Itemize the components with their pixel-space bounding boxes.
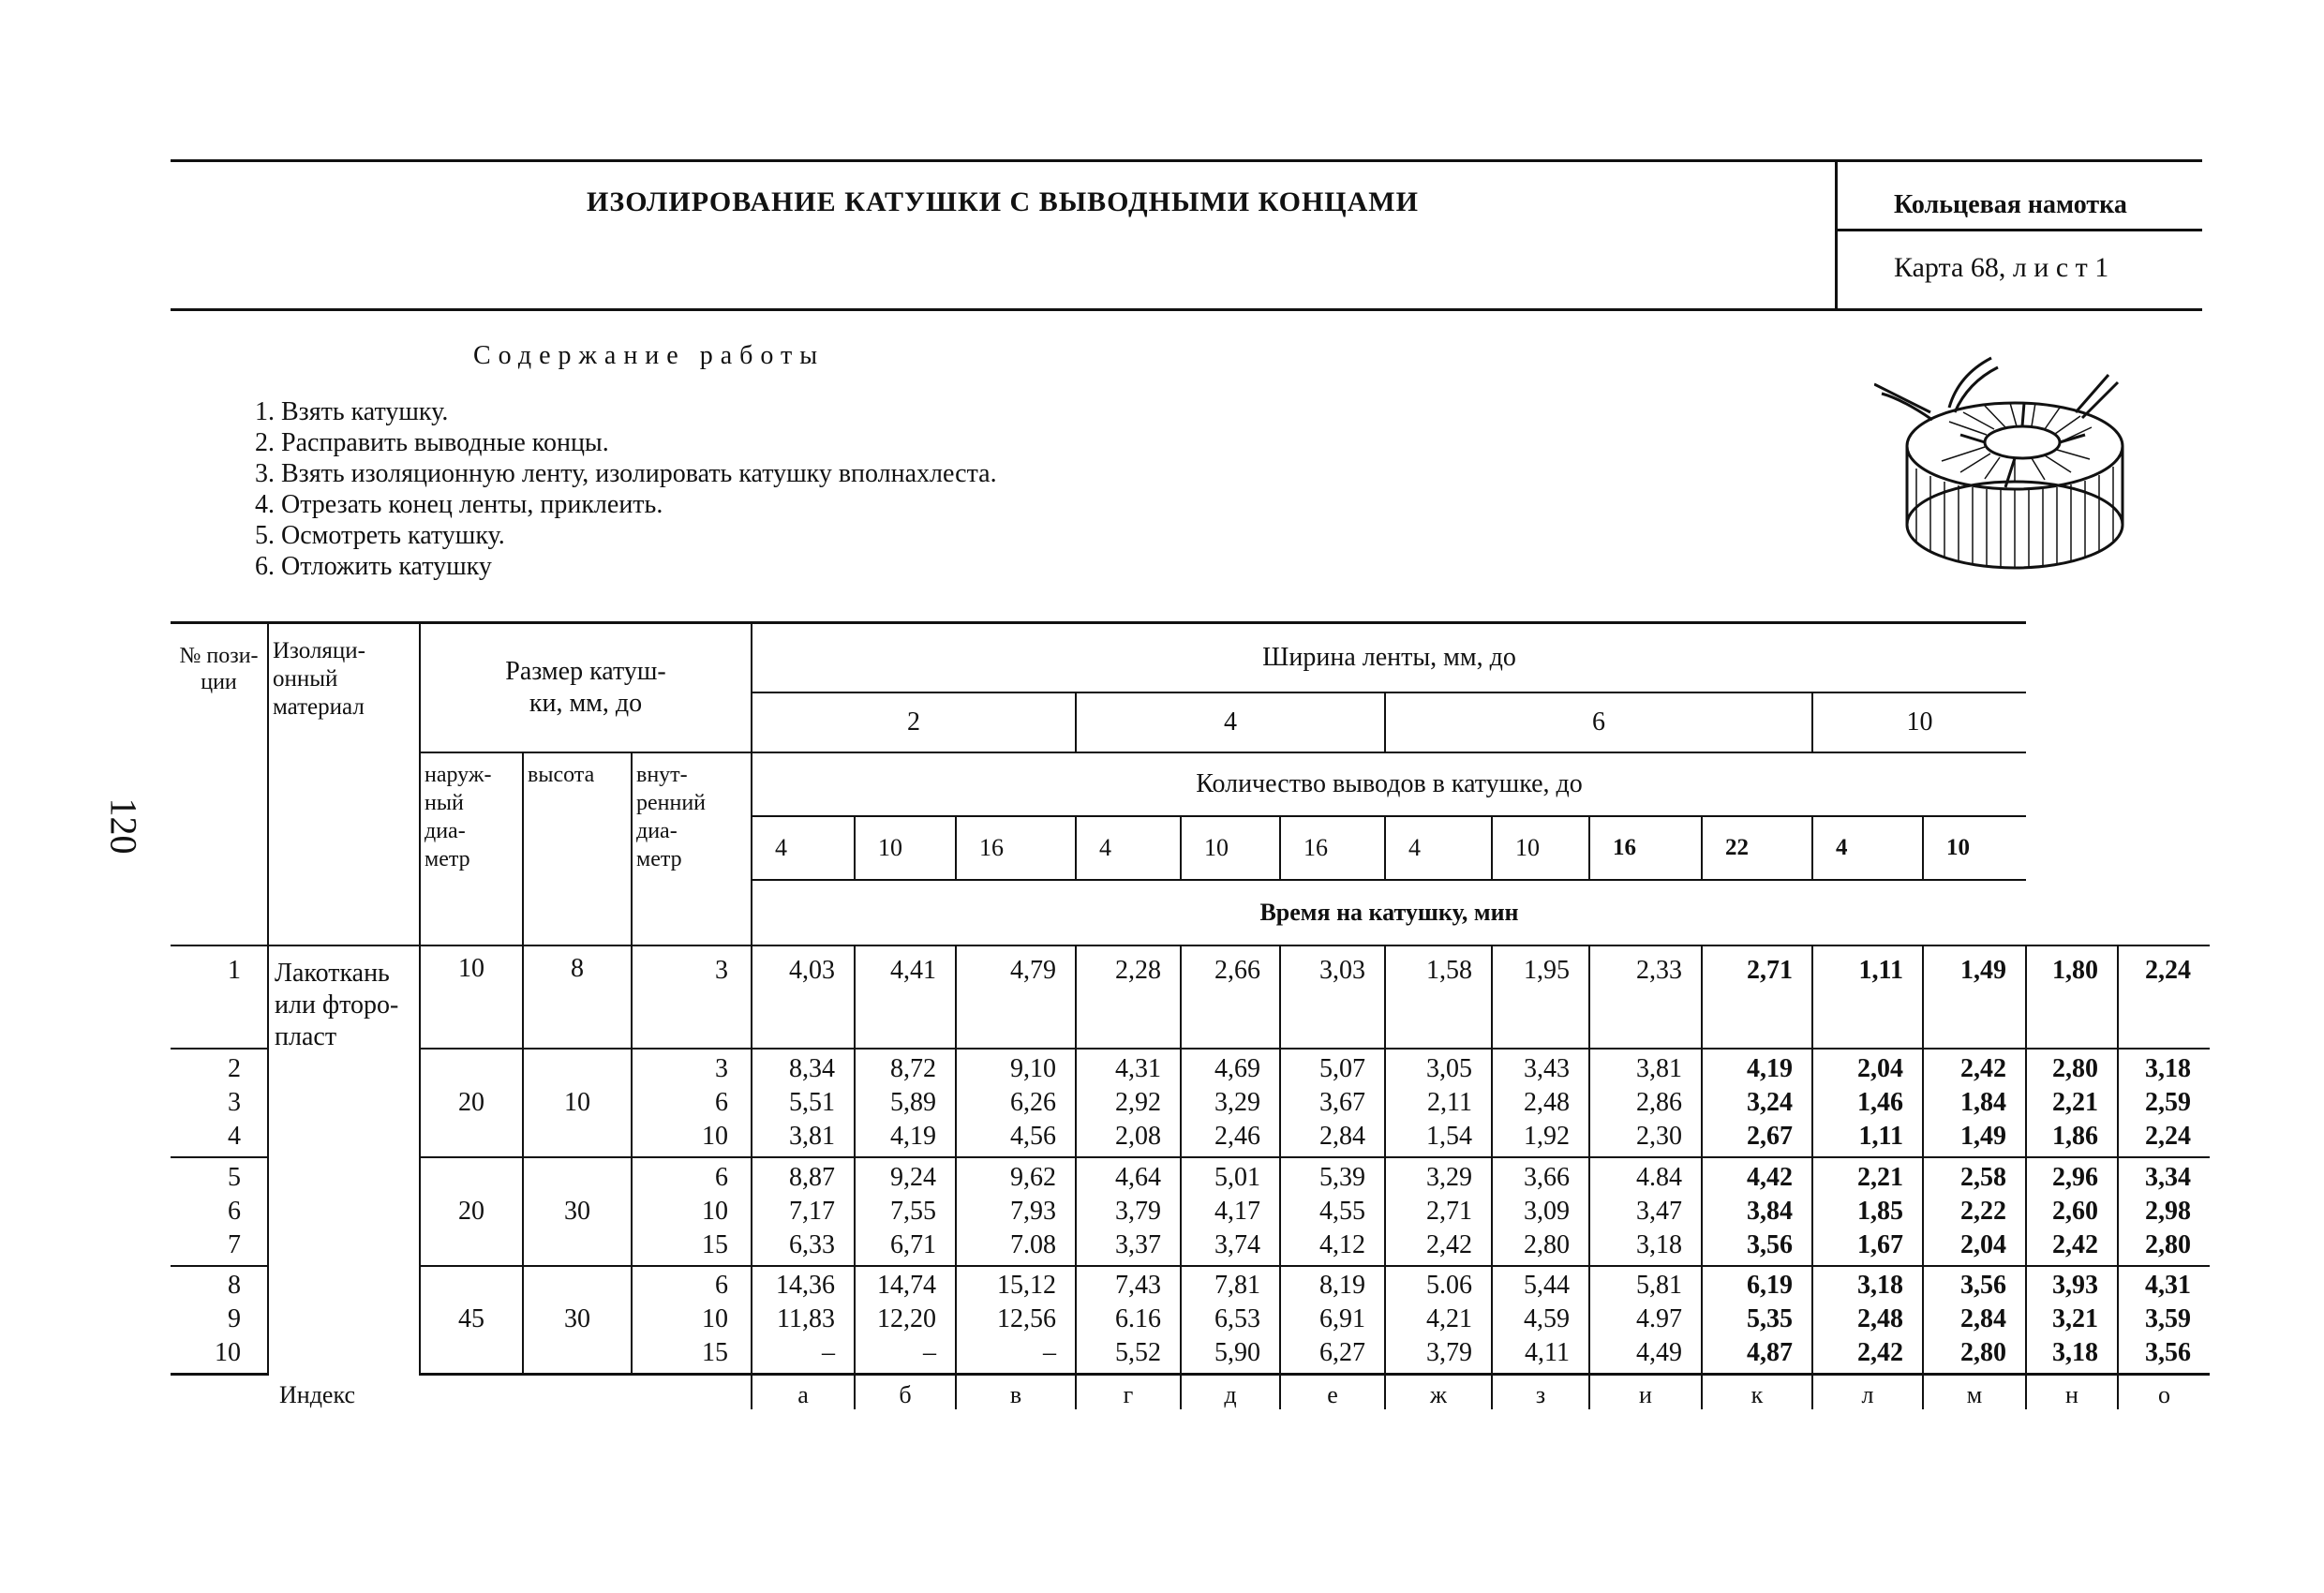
time-cell-value: 2,24 xyxy=(2145,955,2191,985)
time-cell-value: 3,03 xyxy=(1319,955,1365,985)
time-cell xyxy=(1492,945,1589,1049)
time-cell-value: 2,04 xyxy=(1960,1229,2006,1259)
inner-diameter-header: внут- ренний диа- метр xyxy=(632,752,752,945)
time-cell-value: 3,81 xyxy=(789,1121,835,1151)
time-cell xyxy=(1181,945,1280,1049)
time-cell-value: 2,86 xyxy=(1636,1087,1682,1117)
time-cell-value: 2,42 xyxy=(2052,1229,2098,1259)
time-cell-value: 3,66 xyxy=(1524,1162,1570,1192)
outer-diameter-cell: 45 xyxy=(420,1266,523,1375)
inner-diameter-cell-value: 15 xyxy=(702,1229,728,1259)
time-cell-value: 11,83 xyxy=(777,1304,835,1334)
time-cell xyxy=(956,945,1076,1049)
height-cell: 8 xyxy=(523,945,632,1049)
time-cell-value: 6.16 xyxy=(1115,1304,1161,1334)
time-cell-value: 5,52 xyxy=(1115,1338,1161,1368)
time-cell xyxy=(1923,1266,2026,1375)
time-cell-value: 2,80 xyxy=(2145,1229,2191,1259)
time-cell xyxy=(2026,1049,2118,1157)
height-cell: 30 xyxy=(523,1157,632,1266)
time-cell xyxy=(1280,1157,1385,1266)
toroidal-coil-illustration xyxy=(1874,356,2127,581)
time-cell xyxy=(1181,1049,1280,1157)
time-cell-value: 4,49 xyxy=(1636,1338,1682,1368)
time-cell-value: 4,12 xyxy=(1319,1229,1365,1259)
card-header xyxy=(171,159,2202,311)
index-letter: н xyxy=(2026,1375,2118,1410)
position-cell-value: 7 xyxy=(228,1229,241,1259)
time-cell-value: 1,49 xyxy=(1960,955,2006,985)
table-row xyxy=(171,1049,2210,1157)
time-cell xyxy=(1076,945,1181,1049)
time-cell-value: 3,21 xyxy=(2052,1304,2098,1334)
time-cell xyxy=(1385,1157,1492,1266)
time-cell-value: 2,28 xyxy=(1115,955,1161,985)
time-cell-value: 1,67 xyxy=(1857,1229,1903,1259)
inner-diameter-cell xyxy=(632,1266,752,1375)
height-cell: 10 xyxy=(523,1049,632,1157)
time-cell xyxy=(1280,1049,1385,1157)
time-cell-value: 8,87 xyxy=(789,1162,835,1192)
leads-value: 4 xyxy=(1076,816,1181,880)
time-cell-value: 4,03 xyxy=(789,955,835,985)
time-cell-value: 6,27 xyxy=(1319,1338,1365,1368)
time-cell-value: 2,59 xyxy=(2145,1087,2191,1117)
time-cell xyxy=(1589,1266,1702,1375)
time-cell-value: 4,19 xyxy=(890,1121,936,1151)
leads-value: 16 xyxy=(956,816,1076,880)
work-step: 2. Расправить выводные концы. xyxy=(255,428,609,457)
time-cell-value: 4,31 xyxy=(1115,1053,1161,1083)
work-steps xyxy=(255,396,997,582)
inner-diameter-cell-value: 10 xyxy=(702,1196,728,1226)
time-cell-value: 1,11 xyxy=(1858,955,1903,985)
leads-value: 4 xyxy=(1812,816,1923,880)
time-cell-value: 4,17 xyxy=(1214,1196,1260,1226)
time-cell xyxy=(1812,1157,1923,1266)
time-cell xyxy=(1812,1266,1923,1375)
time-cell-value: 1,49 xyxy=(1960,1121,2006,1151)
time-cell xyxy=(2118,1157,2210,1266)
time-cell-value: 5,07 xyxy=(1319,1053,1365,1083)
time-cell xyxy=(1181,1157,1280,1266)
width-6: 6 xyxy=(1385,692,1812,752)
index-letter: л xyxy=(1812,1375,1923,1410)
time-cell xyxy=(1385,945,1492,1049)
leads-value: 10 xyxy=(1492,816,1589,880)
time-cell-value: 14,36 xyxy=(776,1271,835,1301)
time-cell-value: 2,24 xyxy=(2145,1121,2191,1151)
time-cell-value: 5.06 xyxy=(1426,1271,1472,1301)
time-cell-value: 4,42 xyxy=(1747,1162,1793,1192)
time-cell-value: 7.08 xyxy=(1010,1229,1056,1259)
inner-diameter-cell-value: 15 xyxy=(702,1338,728,1368)
time-cell-value: 5,81 xyxy=(1636,1271,1682,1301)
time-cell xyxy=(2026,1266,2118,1375)
position-cell-value: 9 xyxy=(228,1304,241,1334)
position-cell-value: 10 xyxy=(215,1338,241,1368)
time-cell xyxy=(2118,1266,2210,1375)
index-letter: е xyxy=(1280,1375,1385,1410)
time-cell-value: 3,56 xyxy=(1747,1229,1793,1259)
time-cell-value: 3,18 xyxy=(1636,1229,1682,1259)
time-cell xyxy=(752,1266,855,1375)
time-cell-value: 3,43 xyxy=(1524,1053,1570,1083)
index-letter: ж xyxy=(1385,1375,1492,1410)
width-10: 10 xyxy=(1812,692,2026,752)
index-label: Индекс xyxy=(279,1381,355,1408)
time-cell-value: 2,42 xyxy=(1960,1053,2006,1083)
material-cell: Лакоткань или фторо- пласт xyxy=(268,945,420,1375)
time-cell xyxy=(1589,1049,1702,1157)
position-cell-value: 5 xyxy=(228,1162,241,1192)
index-letter: м xyxy=(1923,1375,2026,1410)
time-cell-value: 1,58 xyxy=(1426,955,1472,985)
time-cell xyxy=(752,945,855,1049)
position-cell-value: 6 xyxy=(228,1196,241,1226)
time-cell-value: 1,85 xyxy=(1857,1196,1903,1226)
time-cell-value: 2,33 xyxy=(1636,955,1682,985)
time-cell xyxy=(1702,1266,1812,1375)
table-row xyxy=(171,1266,2210,1375)
outer-diameter-cell: 20 xyxy=(420,1049,523,1157)
time-cell xyxy=(1385,1049,1492,1157)
time-cell-value: 7,81 xyxy=(1214,1271,1260,1301)
position-cell-value: 3 xyxy=(228,1087,241,1117)
time-cell xyxy=(1702,1157,1812,1266)
time-cell-value: 2,21 xyxy=(2052,1087,2098,1117)
time-cell-value: 5,90 xyxy=(1214,1338,1260,1368)
index-letter: з xyxy=(1492,1375,1589,1410)
height-cell: 30 xyxy=(523,1266,632,1375)
time-cell-value: 2,58 xyxy=(1960,1162,2006,1192)
time-cell-value: 3,59 xyxy=(2145,1304,2191,1334)
time-cell-value: 2,11 xyxy=(1427,1087,1472,1117)
time-cell-value: 5,35 xyxy=(1747,1304,1793,1334)
position-header: № пози- ции xyxy=(171,623,268,945)
time-cell-value: – xyxy=(822,1338,835,1368)
time-cell xyxy=(1923,945,2026,1049)
work-step: 1. Взять катушку. xyxy=(255,397,449,426)
time-cell-value: 3,37 xyxy=(1115,1229,1161,1259)
time-cell xyxy=(1923,1157,2026,1266)
time-cell-value: 3,67 xyxy=(1319,1087,1365,1117)
time-cell xyxy=(2118,945,2210,1049)
time-cell-value: 5,51 xyxy=(789,1087,835,1117)
time-cell-value: 14,74 xyxy=(877,1271,936,1301)
outer-diameter-cell: 20 xyxy=(420,1157,523,1266)
position-cell xyxy=(171,1049,268,1157)
time-cell xyxy=(1812,945,1923,1049)
tape-width-header: Ширина ленты, мм, до xyxy=(752,623,2026,692)
work-step: 3. Взять изоляционную ленту, изолировать катушку вполнахлеста. xyxy=(255,459,997,488)
time-cell-value: 5,01 xyxy=(1214,1162,1260,1192)
time-cell-value: 4,79 xyxy=(1010,955,1056,985)
time-cell-value: 4,69 xyxy=(1214,1053,1260,1083)
time-cell-value: 2,42 xyxy=(1426,1229,1472,1259)
work-step: 6. Отложить катушку xyxy=(255,552,492,581)
time-cell-value: 2,71 xyxy=(1426,1196,1472,1226)
time-cell-value: 3,74 xyxy=(1214,1229,1260,1259)
leads-value: 4 xyxy=(1385,816,1492,880)
leads-value: 4 xyxy=(752,816,855,880)
work-step: 4. Отрезать конец ленты, приклеить. xyxy=(255,490,663,519)
time-cell xyxy=(855,1266,956,1375)
width-2: 2 xyxy=(752,692,1076,752)
time-cell xyxy=(1492,1049,1589,1157)
position-cell xyxy=(171,1266,268,1375)
card-number: Карта 68, л и с т 1 xyxy=(1894,252,2109,283)
table-row xyxy=(171,1157,2210,1266)
position-cell xyxy=(171,1157,268,1266)
index-letter: а xyxy=(752,1375,855,1410)
position-cell-value: 1 xyxy=(228,955,241,985)
time-cell-value: 4,11 xyxy=(1525,1338,1570,1368)
time-cell xyxy=(855,1049,956,1157)
time-cell xyxy=(1385,1266,1492,1375)
time-cell xyxy=(956,1266,1076,1375)
time-cell xyxy=(1181,1266,1280,1375)
time-cell-value: 2,71 xyxy=(1747,955,1793,985)
time-cell-value: 3,79 xyxy=(1115,1196,1161,1226)
time-cell-value: 4.97 xyxy=(1636,1304,1682,1334)
time-cell-value: 7,43 xyxy=(1115,1271,1161,1301)
index-letter: в xyxy=(956,1375,1076,1410)
time-cell-value: 2,98 xyxy=(2145,1196,2191,1226)
time-cell-value: 7,55 xyxy=(890,1196,936,1226)
time-cell-value: 7,17 xyxy=(789,1196,835,1226)
card-title: ИЗОЛИРОВАНИЕ КАТУШКИ С ВЫВОДНЫМИ КОНЦАМИ xyxy=(587,186,1419,217)
time-cell-value: 1,11 xyxy=(1858,1121,1903,1151)
time-norms-table xyxy=(171,621,2210,1446)
material-header: Изоляци- онный материал xyxy=(268,623,420,945)
time-cell-value: 2,84 xyxy=(1960,1304,2006,1334)
time-cell-value: 2,42 xyxy=(1857,1338,1903,1368)
time-cell-value: 2,67 xyxy=(1747,1121,1793,1151)
time-cell xyxy=(752,1157,855,1266)
inner-diameter-cell-value: 6 xyxy=(715,1162,728,1192)
time-cell-value: 2,80 xyxy=(1960,1338,2006,1368)
time-cell xyxy=(1492,1157,1589,1266)
index-letter: б xyxy=(855,1375,956,1410)
time-cell-value: 2,04 xyxy=(1857,1053,1903,1083)
time-cell xyxy=(1076,1266,1181,1375)
time-cell-value: 4,41 xyxy=(890,955,936,985)
time-cell-value: 4,87 xyxy=(1747,1338,1793,1368)
time-cell-value: 2,48 xyxy=(1857,1304,1903,1334)
time-cell xyxy=(1589,945,1702,1049)
index-letter: к xyxy=(1702,1375,1812,1410)
time-cell-value: 3,24 xyxy=(1747,1087,1793,1117)
time-cell-value: 8,34 xyxy=(789,1053,835,1083)
time-cell-value: 2,30 xyxy=(1636,1121,1682,1151)
time-cell-value: 4,56 xyxy=(1010,1121,1056,1151)
time-cell-value: 2,80 xyxy=(2052,1053,2098,1083)
inner-diameter-cell-value: 10 xyxy=(702,1304,728,1334)
time-cell-value: 6,53 xyxy=(1214,1304,1260,1334)
page-number: 120 xyxy=(102,797,145,855)
time-cell-value: 3,18 xyxy=(1857,1271,1903,1301)
time-cell xyxy=(956,1049,1076,1157)
time-cell-value: 4,59 xyxy=(1524,1304,1570,1334)
time-cell xyxy=(1280,1266,1385,1375)
leads-count-header: Количество выводов в катушке, до xyxy=(752,752,2026,816)
table-row xyxy=(171,945,2210,1049)
time-cell-value: 2,96 xyxy=(2052,1162,2098,1192)
time-cell-value: 2,84 xyxy=(1319,1121,1365,1151)
time-cell-value: 1,84 xyxy=(1960,1087,2006,1117)
time-cell-value: 1,80 xyxy=(2052,955,2098,985)
inner-diameter-cell xyxy=(632,945,752,1049)
time-cell-value: 5,89 xyxy=(890,1087,936,1117)
time-cell xyxy=(2026,1157,2118,1266)
time-cell-value: – xyxy=(1043,1338,1056,1368)
time-cell xyxy=(1076,1049,1181,1157)
work-heading: Содержание работы xyxy=(473,341,826,370)
time-cell-value: 3,56 xyxy=(2145,1338,2191,1368)
time-cell-value: 3,93 xyxy=(2052,1271,2098,1301)
work-step: 5. Осмотреть катушку. xyxy=(255,521,505,550)
time-cell xyxy=(1702,1049,1812,1157)
time-cell-value: 5,44 xyxy=(1524,1271,1570,1301)
index-letter: г xyxy=(1076,1375,1181,1410)
time-cell-value: 8,72 xyxy=(890,1053,936,1083)
time-cell xyxy=(2118,1049,2210,1157)
position-cell-value: 2 xyxy=(228,1053,241,1083)
inner-diameter-cell xyxy=(632,1157,752,1266)
leads-value: 10 xyxy=(855,816,956,880)
time-cell-value: 3,18 xyxy=(2145,1053,2191,1083)
card-meta xyxy=(1835,162,2202,308)
time-cell-value: 1,46 xyxy=(1857,1087,1903,1117)
inner-diameter-cell-value: 10 xyxy=(702,1121,728,1151)
time-cell-value: – xyxy=(923,1338,936,1368)
time-cell-value: 2,21 xyxy=(1857,1162,1903,1192)
inner-diameter-cell-value: 3 xyxy=(715,955,728,985)
time-cell xyxy=(1702,945,1812,1049)
time-cell-value: 6,91 xyxy=(1319,1304,1365,1334)
leads-value: 16 xyxy=(1280,816,1385,880)
time-per-coil-header: Время на катушку, мин xyxy=(752,880,2026,945)
time-cell-value: 2,22 xyxy=(1960,1196,2006,1226)
outer-diameter-cell: 10 xyxy=(420,945,523,1049)
position-cell-value: 8 xyxy=(228,1271,241,1301)
inner-diameter-cell-value: 3 xyxy=(715,1053,728,1083)
time-cell-value: 12,56 xyxy=(997,1304,1056,1334)
height-header: высота xyxy=(523,752,632,945)
time-cell-value: 2,66 xyxy=(1214,955,1260,985)
time-cell-value: 3,29 xyxy=(1426,1162,1472,1192)
time-cell-value: 5,39 xyxy=(1319,1162,1365,1192)
time-cell xyxy=(752,1049,855,1157)
leads-value: 10 xyxy=(1181,816,1280,880)
outer-diameter-header: наруж- ный диа- метр xyxy=(420,752,523,945)
time-cell-value: 7,93 xyxy=(1010,1196,1056,1226)
time-cell xyxy=(855,1157,956,1266)
time-cell xyxy=(1812,1049,1923,1157)
index-letter: д xyxy=(1181,1375,1280,1410)
time-cell-value: 6,26 xyxy=(1010,1087,1056,1117)
time-cell xyxy=(1492,1266,1589,1375)
time-cell-value: 4,55 xyxy=(1319,1196,1365,1226)
time-cell-value: 2,08 xyxy=(1115,1121,1161,1151)
index-letter: и xyxy=(1589,1375,1702,1410)
time-cell xyxy=(956,1157,1076,1266)
time-cell-value: 3,09 xyxy=(1524,1196,1570,1226)
time-cell-value: 9,10 xyxy=(1010,1053,1056,1083)
time-cell-value: 4,21 xyxy=(1426,1304,1472,1334)
leads-value: 10 xyxy=(1923,816,2026,880)
time-cell-value: 3,56 xyxy=(1960,1271,2006,1301)
time-cell-value: 2,46 xyxy=(1214,1121,1260,1151)
card-category: Кольцевая намотка xyxy=(1838,162,2202,231)
time-cell-value: 9,24 xyxy=(890,1162,936,1192)
time-cell-value: 3,84 xyxy=(1747,1196,1793,1226)
time-cell-value: 8,19 xyxy=(1319,1271,1365,1301)
coil-size-header: Размер катуш- ки, мм, до xyxy=(420,623,752,752)
inner-diameter-cell-value: 6 xyxy=(715,1087,728,1117)
inner-diameter-cell-value: 6 xyxy=(715,1271,728,1301)
time-cell-value: 6,33 xyxy=(789,1229,835,1259)
time-cell-value: 2,60 xyxy=(2052,1196,2098,1226)
index-letter: о xyxy=(2118,1375,2210,1410)
time-cell-value: 4,31 xyxy=(2145,1271,2191,1301)
time-cell-value: 2,80 xyxy=(1524,1229,1570,1259)
time-cell-value: 3,05 xyxy=(1426,1053,1472,1083)
time-cell-value: 3,47 xyxy=(1636,1196,1682,1226)
leads-value: 22 xyxy=(1702,816,1812,880)
time-cell-value: 15,12 xyxy=(997,1271,1056,1301)
time-cell-value: 3,18 xyxy=(2052,1338,2098,1368)
time-cell-value: 1,92 xyxy=(1524,1121,1570,1151)
time-cell-value: 1,95 xyxy=(1524,955,1570,985)
leads-value: 16 xyxy=(1589,816,1702,880)
time-cell xyxy=(1280,945,1385,1049)
time-cell-value: 2,48 xyxy=(1524,1087,1570,1117)
time-cell-value: 3,81 xyxy=(1636,1053,1682,1083)
time-cell-value: 1,54 xyxy=(1426,1121,1472,1151)
time-cell xyxy=(855,945,956,1049)
time-cell-value: 3,29 xyxy=(1214,1087,1260,1117)
width-4: 4 xyxy=(1076,692,1385,752)
time-cell-value: 1,86 xyxy=(2052,1121,2098,1151)
time-cell xyxy=(2026,945,2118,1049)
time-cell-value: 2,92 xyxy=(1115,1087,1161,1117)
inner-diameter-cell xyxy=(632,1049,752,1157)
time-cell xyxy=(1589,1157,1702,1266)
time-cell-value: 3,34 xyxy=(2145,1162,2191,1192)
time-cell-value: 12,20 xyxy=(877,1304,936,1334)
time-cell-value: 9,62 xyxy=(1010,1162,1056,1192)
position-cell-value: 4 xyxy=(228,1121,241,1151)
time-cell-value: 4.84 xyxy=(1636,1162,1682,1192)
time-cell-value: 4,19 xyxy=(1747,1053,1793,1083)
time-cell-value: 4,64 xyxy=(1115,1162,1161,1192)
time-cell-value: 6,19 xyxy=(1747,1271,1793,1301)
time-cell-value: 3,79 xyxy=(1426,1338,1472,1368)
time-cell xyxy=(1076,1157,1181,1266)
time-cell-value: 6,71 xyxy=(890,1229,936,1259)
time-cell xyxy=(1923,1049,2026,1157)
position-cell xyxy=(171,945,268,1049)
